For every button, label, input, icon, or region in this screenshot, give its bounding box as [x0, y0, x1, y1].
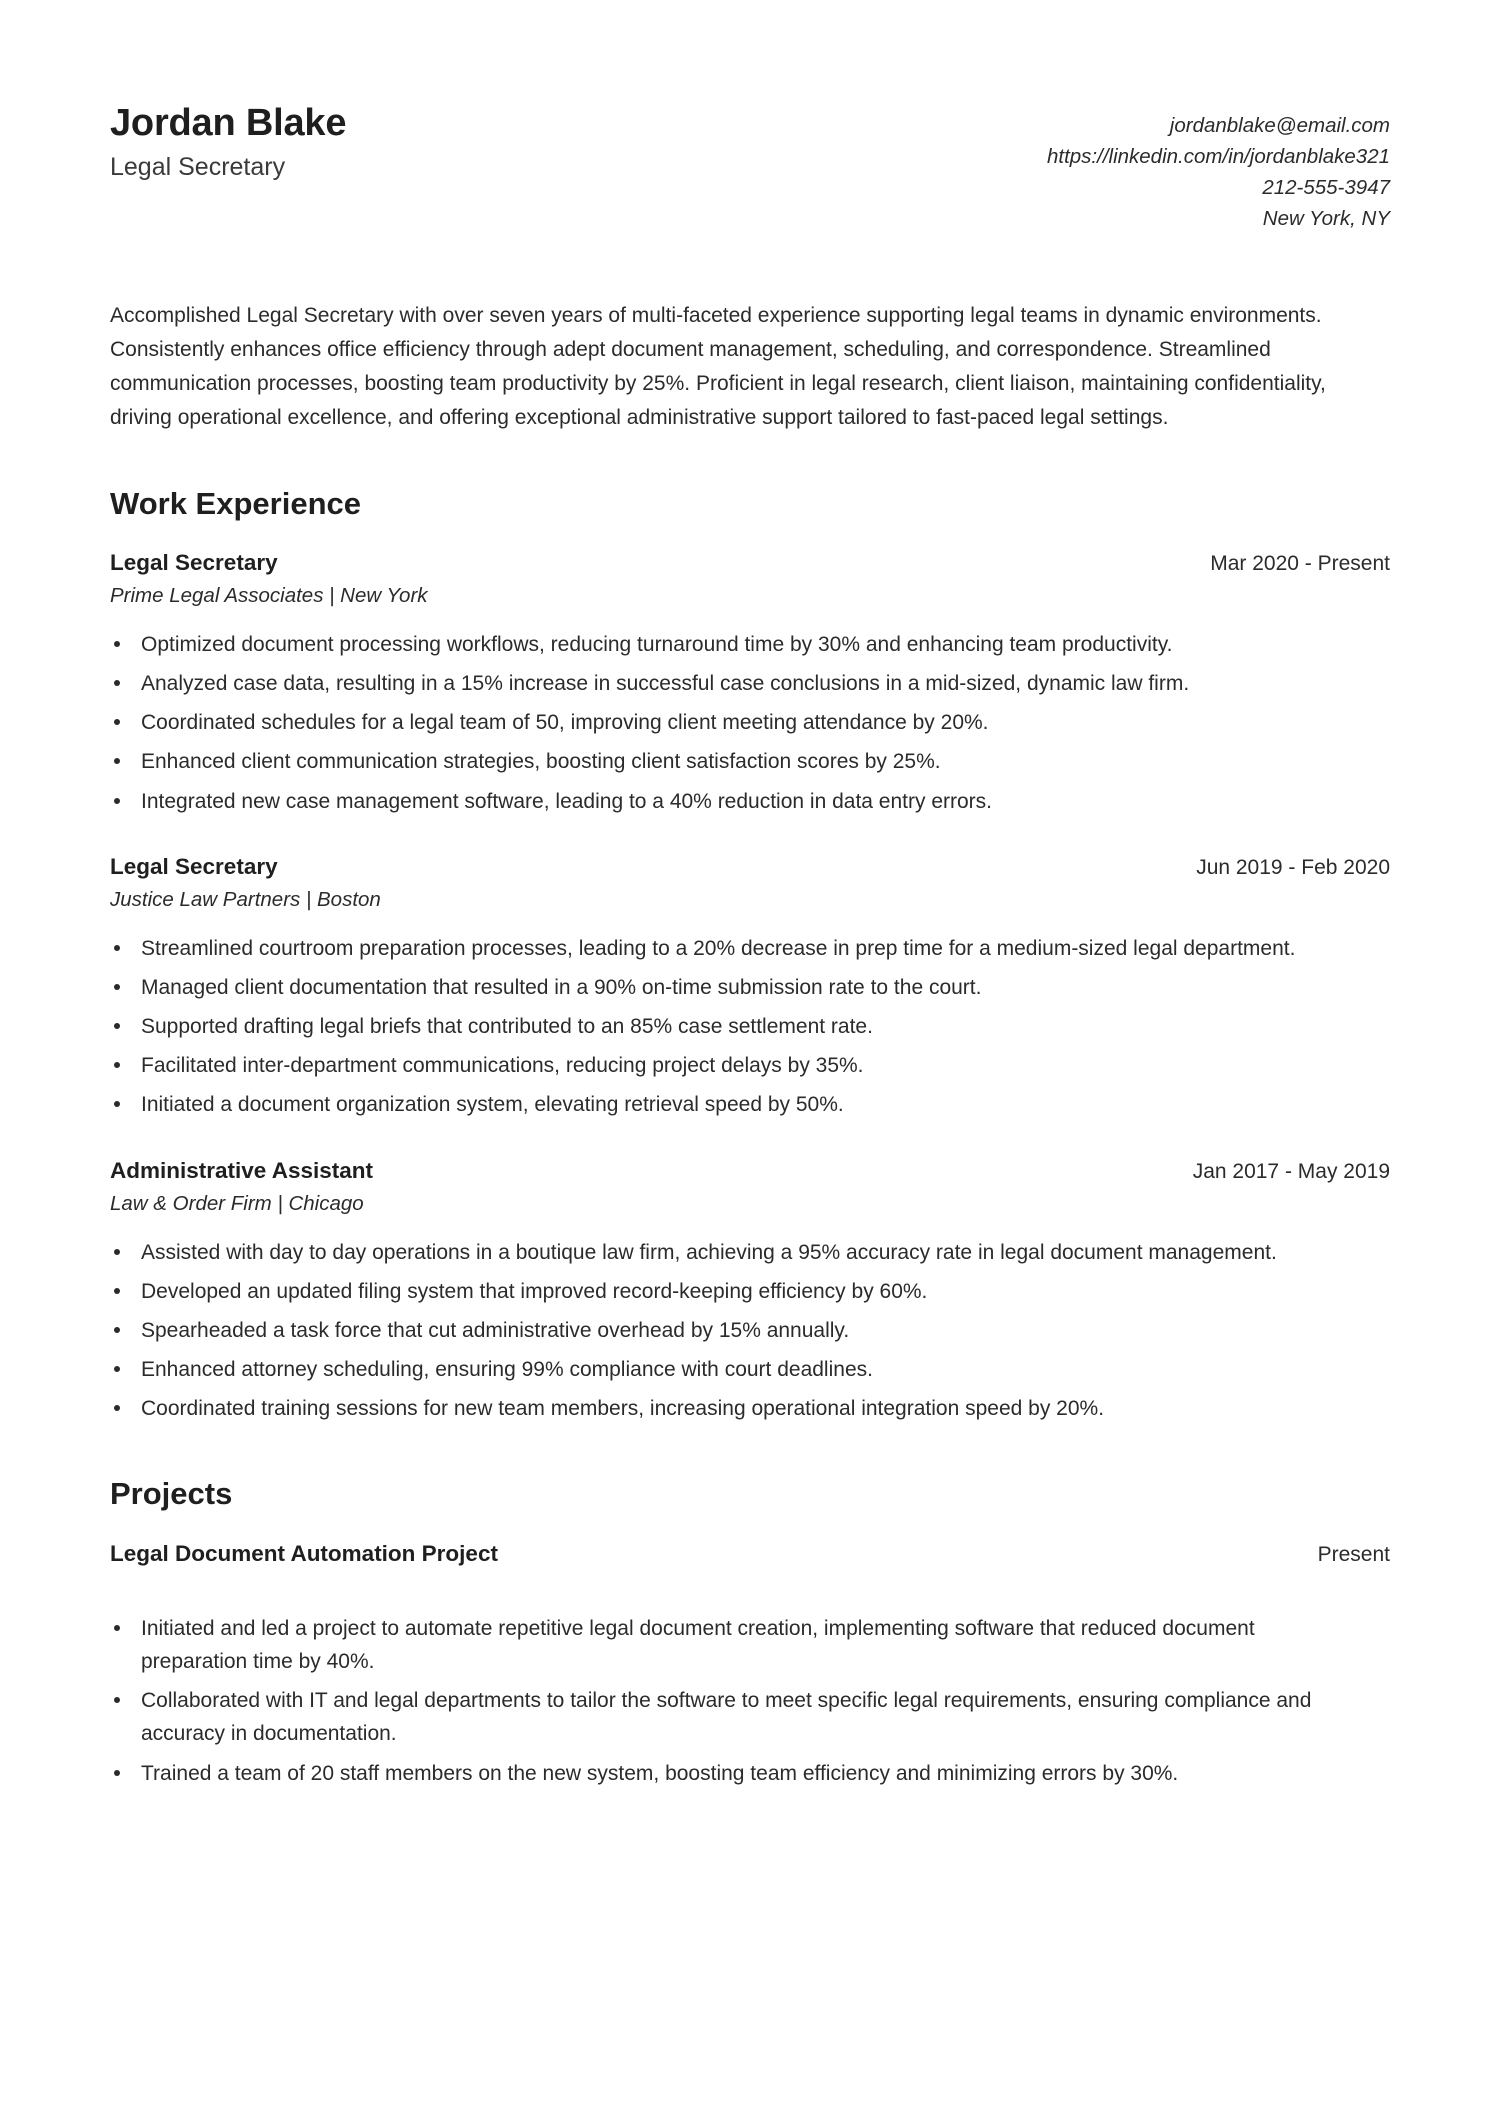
job-title: Legal Secretary	[110, 853, 278, 879]
job-bullet: Optimized document processing workflows, reducing turnaround time by 30% and enhancing team productivity.	[110, 628, 1351, 661]
contact-email[interactable]: jordanblake@email.com	[1169, 114, 1390, 137]
job-company-location: Prime Legal Associates | New York	[110, 584, 428, 608]
professional-summary: Accomplished Legal Secretary with over seven years of multi-faceted experience supporting legal teams in dynamic environments. Consistently enhances office efficiency through adept document management, scheduling, and correspondence. Streamlined communication processes, boosting team productivity by 25%. Proficient in legal research, client liaison, maintaining confidentiality, driving operational excellence, and offering exceptional administrative support tailored to fast-paced legal settings.	[110, 303, 1326, 429]
job-date-range: Jan 2017 - May 2019	[1192, 1159, 1390, 1183]
job-bullet: Analyzed case data, resulting in a 15% increase in successful case conclusions in a mid-sized, dynamic law firm.	[110, 667, 1351, 700]
job-bullet-list	[110, 932, 1390, 1122]
job-bullet: Assisted with day to day operations in a boutique law firm, achieving a 95% accuracy rate in legal document management.	[110, 1236, 1351, 1269]
job-date-range: Mar 2020 - Present	[1210, 551, 1390, 575]
job-date-range: Jun 2019 - Feb 2020	[1196, 855, 1390, 879]
candidate-name: Jordan Blake	[110, 102, 347, 144]
job-bullet: Facilitated inter-department communications, reducing project delays by 35%.	[110, 1049, 1351, 1082]
contact-location: New York, NY	[1262, 207, 1390, 231]
job-bullet: Coordinated training sessions for new team members, increasing operational integration speed by 20%.	[110, 1392, 1351, 1425]
project-bullet: Collaborated with IT and legal departments to tailor the software to meet specific legal requirements, ensuring compliance and accuracy in documentation.	[110, 1684, 1351, 1750]
job-company-location: Justice Law Partners | Boston	[110, 888, 381, 911]
contact-phone[interactable]: 212-555-3947	[1262, 176, 1390, 200]
job-bullet: Enhanced client communication strategies, boosting client satisfaction scores by 25%.	[110, 745, 1351, 778]
work-entry	[110, 548, 1390, 818]
job-bullet: Managed client documentation that resulted in a 90% on-time submission rate to the court.	[110, 971, 1351, 1004]
job-bullet: Enhanced attorney scheduling, ensuring 99% compliance with court deadlines.	[110, 1353, 1351, 1386]
job-bullet: Integrated new case management software, leading to a 40% reduction in data entry errors.	[110, 785, 1351, 818]
work-experience-section	[110, 485, 1390, 1426]
job-bullet: Coordinated schedules for a legal team of 50, improving client meeting attendance by 20%.	[110, 706, 1351, 739]
job-bullet: Developed an updated filing system that improved record-keeping efficiency by 60%.	[110, 1275, 1351, 1308]
work-entry-head	[110, 852, 1390, 881]
job-bullet-list	[110, 1236, 1390, 1426]
project-bullet: Trained a team of 20 staff members on the new system, boosting team efficiency and minimizing errors by 30%.	[110, 1757, 1351, 1790]
work-experience-title: Work Experience	[110, 485, 361, 521]
contact-block	[1047, 98, 1390, 235]
job-bullet: Spearheaded a task force that cut administrative overhead by 15% annually.	[110, 1314, 1351, 1347]
job-bullet: Initiated a document organization system, elevating retrieval speed by 50%.	[110, 1088, 1351, 1121]
candidate-headline: Legal Secretary	[110, 152, 286, 181]
job-bullet: Supported drafting legal briefs that contributed to an 85% case settlement rate.	[110, 1010, 1351, 1043]
work-entry	[110, 1156, 1390, 1426]
job-title: Legal Secretary	[110, 549, 278, 575]
job-title: Administrative Assistant	[110, 1157, 373, 1183]
project-bullet-list	[110, 1612, 1390, 1790]
job-bullet-list	[110, 628, 1390, 818]
project-date: Present	[1317, 1542, 1390, 1566]
identity-block	[110, 98, 346, 183]
work-entry	[110, 852, 1390, 1122]
project-entry-head	[110, 1539, 1390, 1568]
job-bullet: Streamlined courtroom preparation processes, leading to a 20% decrease in prep time for a medium-sized legal department.	[110, 932, 1351, 965]
project-title: Legal Document Automation Project	[110, 1540, 498, 1566]
job-company-location: Law & Order Firm | Chicago	[110, 1191, 364, 1215]
project-entry	[110, 1539, 1390, 1790]
project-bullet: Initiated and led a project to automate repetitive legal document creation, implementing software that reduced document preparation time by 40%.	[110, 1612, 1351, 1678]
projects-section	[110, 1475, 1390, 1789]
resume-header	[110, 98, 1390, 235]
work-entry-head	[110, 548, 1390, 577]
contact-linkedin[interactable]: https://linkedin.com/in/jordanblake321	[1046, 145, 1390, 169]
projects-title: Projects	[110, 1476, 233, 1512]
work-entry-head	[110, 1156, 1390, 1185]
